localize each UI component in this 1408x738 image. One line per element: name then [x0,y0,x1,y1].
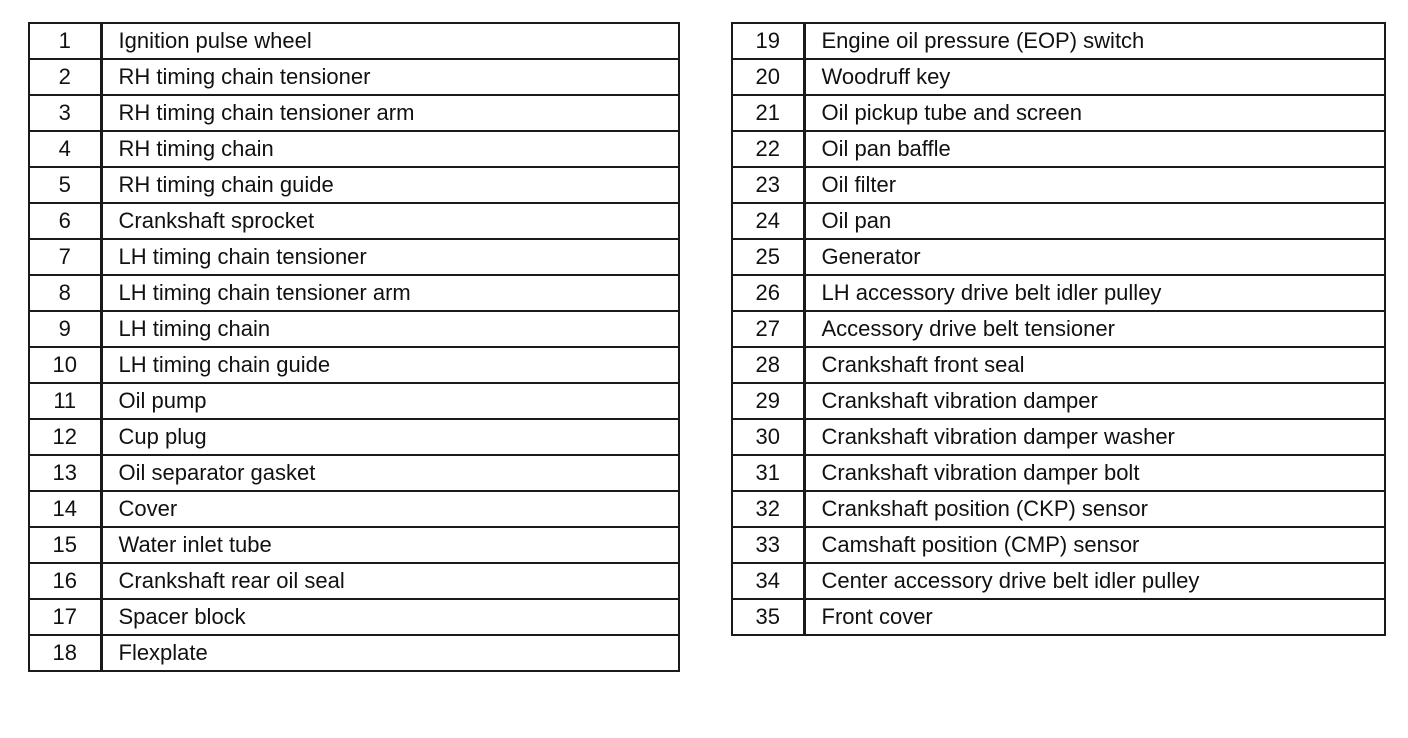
part-number: 5 [29,167,101,203]
part-description: Oil pump [101,383,679,419]
part-description: Oil separator gasket [101,455,679,491]
part-number: 1 [29,23,101,59]
part-description: Camshaft position (CMP) sensor [804,527,1385,563]
table-row [29,527,679,563]
part-number: 34 [732,563,804,599]
part-number: 8 [29,275,101,311]
part-description: RH timing chain [101,131,679,167]
part-number: 28 [732,347,804,383]
part-description: Accessory drive belt tensioner [804,311,1385,347]
table-row [732,131,1385,167]
part-number: 14 [29,491,101,527]
table-row [732,419,1385,455]
table-row [29,563,679,599]
parts-legend-body-right [732,23,1385,635]
table-row [29,95,679,131]
part-number: 24 [732,203,804,239]
part-number: 4 [29,131,101,167]
table-row [29,635,679,671]
part-description: LH timing chain tensioner arm [101,275,679,311]
part-description: Water inlet tube [101,527,679,563]
part-description: Crankshaft vibration damper bolt [804,455,1385,491]
part-number: 11 [29,383,101,419]
table-row [732,563,1385,599]
part-number: 9 [29,311,101,347]
part-number: 29 [732,383,804,419]
part-description: Crankshaft front seal [804,347,1385,383]
part-description: Flexplate [101,635,679,671]
part-number: 10 [29,347,101,383]
table-row [29,59,679,95]
part-number: 25 [732,239,804,275]
table-row [29,167,679,203]
part-description: Woodruff key [804,59,1385,95]
part-number: 26 [732,275,804,311]
part-description: LH timing chain tensioner [101,239,679,275]
part-number: 32 [732,491,804,527]
part-number: 21 [732,95,804,131]
table-row [29,275,679,311]
part-description: LH timing chain [101,311,679,347]
part-description: RH timing chain guide [101,167,679,203]
part-number: 17 [29,599,101,635]
table-row [732,23,1385,59]
part-description: LH timing chain guide [101,347,679,383]
part-number: 6 [29,203,101,239]
part-number: 7 [29,239,101,275]
part-description: Cover [101,491,679,527]
part-number: 18 [29,635,101,671]
part-description: RH timing chain tensioner [101,59,679,95]
part-description: Engine oil pressure (EOP) switch [804,23,1385,59]
table-row [29,23,679,59]
table-row [732,59,1385,95]
parts-legend-table-left [28,22,680,672]
table-row [732,383,1385,419]
table-row [732,239,1385,275]
table-row [732,347,1385,383]
table-row [29,599,679,635]
part-description: Crankshaft sprocket [101,203,679,239]
part-number: 31 [732,455,804,491]
parts-legend-body-left [29,23,679,671]
part-number: 3 [29,95,101,131]
table-row [29,203,679,239]
table-row [732,167,1385,203]
part-number: 27 [732,311,804,347]
part-number: 16 [29,563,101,599]
part-number: 20 [732,59,804,95]
table-row [29,491,679,527]
part-description: Crankshaft rear oil seal [101,563,679,599]
part-description: RH timing chain tensioner arm [101,95,679,131]
part-description: Oil pan baffle [804,131,1385,167]
part-description: LH accessory drive belt idler pulley [804,275,1385,311]
table-row [732,275,1385,311]
part-description: Center accessory drive belt idler pulley [804,563,1385,599]
table-row [732,311,1385,347]
part-description: Generator [804,239,1385,275]
table-row [29,239,679,275]
part-description: Oil pan [804,203,1385,239]
part-number: 2 [29,59,101,95]
table-row [732,455,1385,491]
part-number: 12 [29,419,101,455]
part-number: 15 [29,527,101,563]
table-row [29,419,679,455]
part-number: 19 [732,23,804,59]
part-number: 33 [732,527,804,563]
part-description: Crankshaft vibration damper [804,383,1385,419]
part-number: 23 [732,167,804,203]
table-row [29,347,679,383]
table-row [732,491,1385,527]
table-row [732,527,1385,563]
part-description: Cup plug [101,419,679,455]
part-description: Crankshaft vibration damper washer [804,419,1385,455]
part-description: Oil pickup tube and screen [804,95,1385,131]
table-row [732,95,1385,131]
parts-legend-table-right [731,22,1386,636]
table-row [732,599,1385,635]
part-description: Ignition pulse wheel [101,23,679,59]
table-row [29,311,679,347]
part-number: 35 [732,599,804,635]
table-row [732,203,1385,239]
part-description: Spacer block [101,599,679,635]
part-number: 13 [29,455,101,491]
table-row [29,383,679,419]
part-number: 22 [732,131,804,167]
table-row [29,131,679,167]
part-number: 30 [732,419,804,455]
part-description: Oil filter [804,167,1385,203]
table-row [29,455,679,491]
part-description: Front cover [804,599,1385,635]
part-description: Crankshaft position (CKP) sensor [804,491,1385,527]
